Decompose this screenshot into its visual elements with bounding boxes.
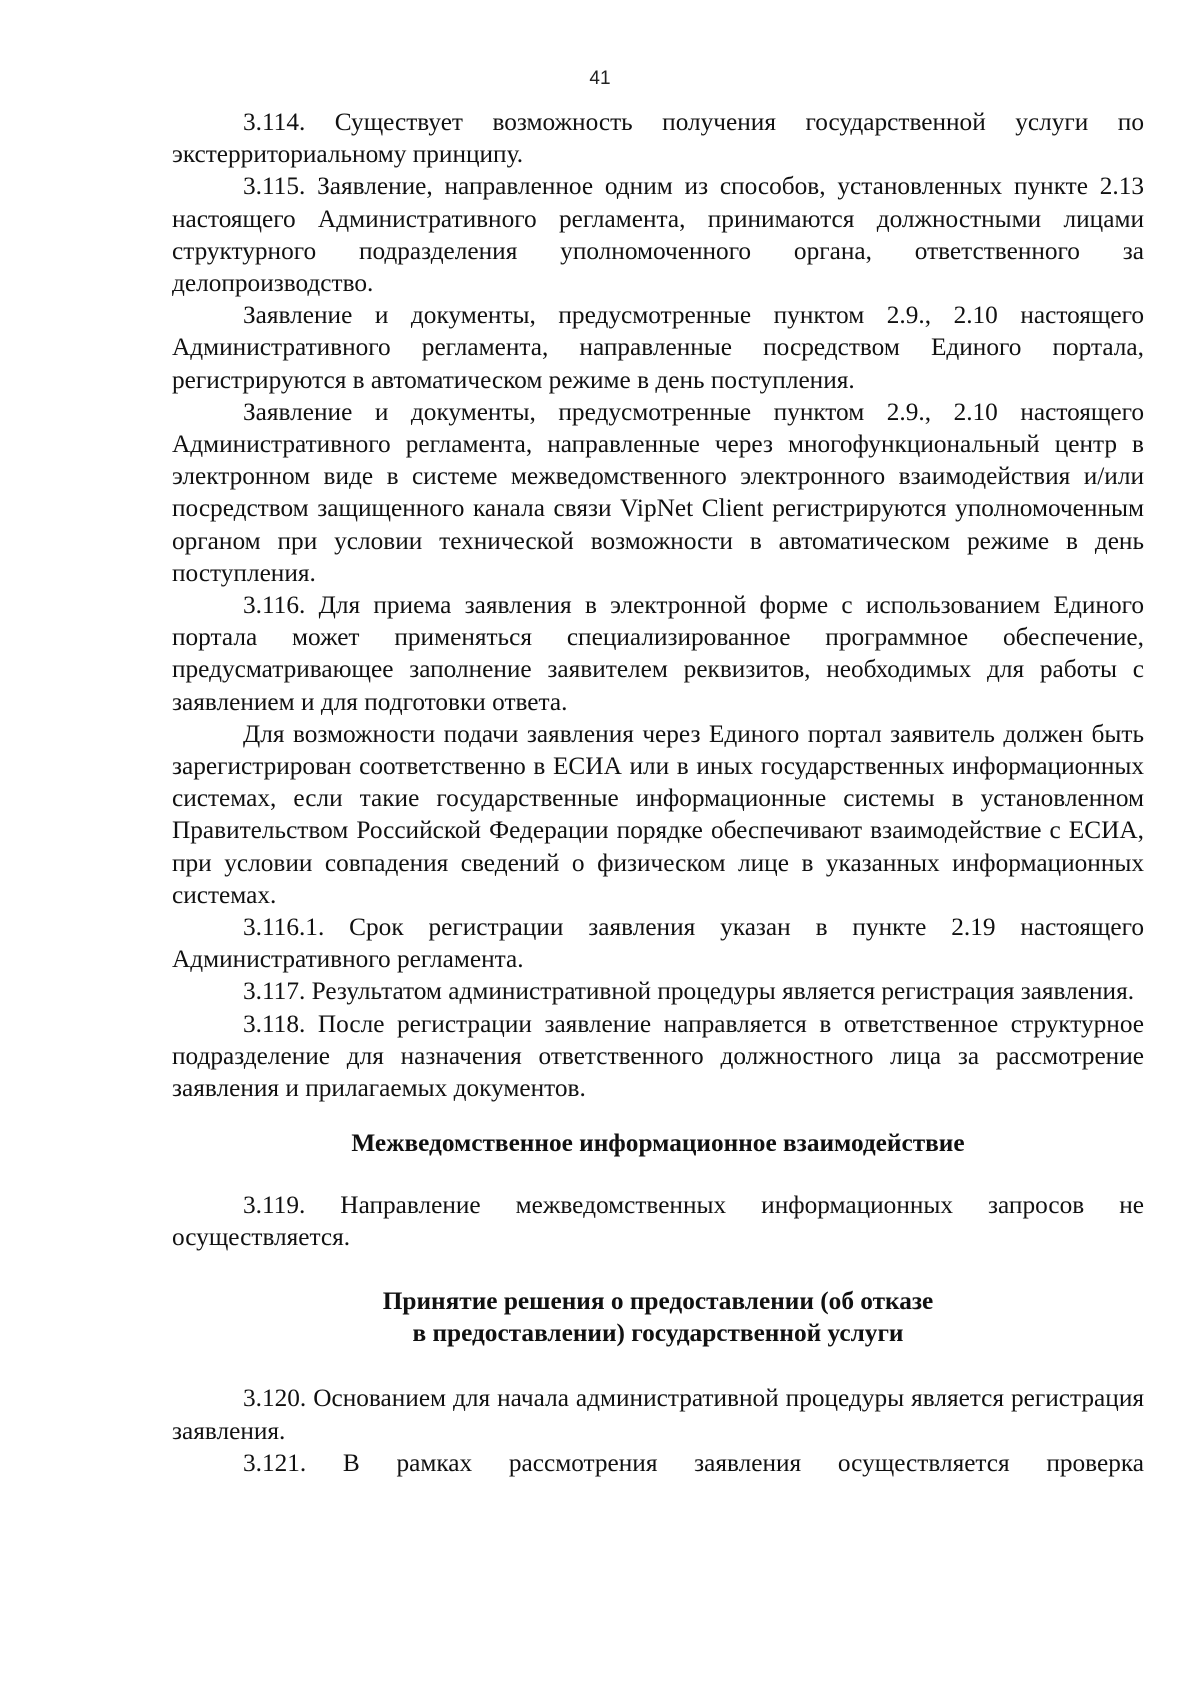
paragraph-esia: Для возможности подачи заявления через Единого портал заявитель должен быть зарегистрирован соответственно в ЕСИА или в иных государственных информационных системах, если такие государственные информационные системы в установленном Правительством Российской Федерации порядке обеспечивают взаимодействие с ЕСИА, при условии совпадения сведений о физическом лице в указанных информационных системах.: [172, 719, 1144, 909]
page-number: 41: [589, 68, 611, 89]
paragraph-3-118: 3.118. После регистрации заявление направляется в ответственное структурное подразделение для назначения ответственного должностного лица за рассмотрение заявления и прилагаемых документов.: [172, 1009, 1144, 1103]
section-heading-decision-line-1: Принятие решения о предоставлении (об отказе: [382, 1286, 934, 1315]
paragraph-3-120: 3.120. Основанием для начала административной процедуры является регистрация заявления.: [172, 1384, 1144, 1445]
paragraph-3-116: 3.116. Для приема заявления в электронной форме с использованием Единого портала может применяться специализированное программное обеспечение, предусматривающее заполнение заявителем реквизитов, необходимых для работы с заявлением и для подготовки ответа.: [172, 591, 1144, 716]
paragraph-3-119: 3.119. Направление межведомственных информационных запросов не осуществляется.: [172, 1190, 1144, 1251]
paragraph-registration-mfc: Заявление и документы, предусмотренные пунктом 2.9., 2.10 настоящего Административного регламента, направленные через многофункциональный центр в электронном виде в системе межведомственного электронного взаимодействия и/или посредством защищенного канала связи VipNet Client регистрируются уполномоченным органом при условии технической возможности в автоматическом режиме в день поступления.: [172, 397, 1144, 587]
section-heading-decision-line-2: в предоставлении) государственной услуги: [412, 1319, 904, 1348]
paragraph-3-117: 3.117. Результатом административной процедуры является регистрация заявления.: [243, 977, 1135, 1006]
paragraph-3-121: 3.121. В рамках рассмотрения заявления осуществляется проверка: [243, 1448, 1144, 1477]
paragraph-3-114: 3.114. Существует возможность получения государственной услуги по экстерриториальному принципу.: [172, 108, 1144, 169]
document-body: [172, 106, 1144, 1479]
section-heading-decision: [172, 1285, 1144, 1349]
paragraph-registration-portal: Заявление и документы, предусмотренные пунктом 2.9., 2.10 настоящего Административного регламента, направленные посредством Единого портала, регистрируются в автоматическом режиме в день поступления.: [172, 301, 1144, 394]
paragraph-3-116-1: 3.116.1. Срок регистрации заявления указан в пункте 2.19 настоящего Административного регламента.: [172, 913, 1144, 974]
section-heading-interagency: Межведомственное информационное взаимодействие: [351, 1129, 965, 1158]
paragraph-3-115: 3.115. Заявление, направленное одним из способов, установленных пункте 2.13 настоящего Административного регламента, принимаются должностными лицами структурного подразделения уполномоченного органа, ответственного за делопроизводство.: [172, 172, 1144, 298]
